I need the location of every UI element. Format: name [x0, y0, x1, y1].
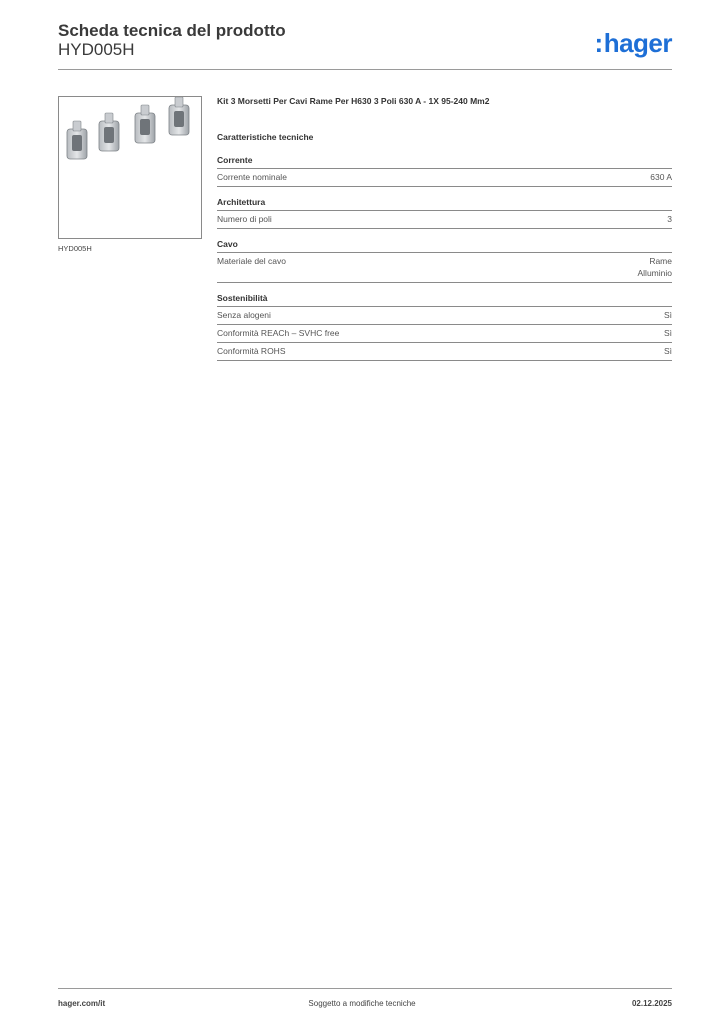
product-code: HYD005H: [58, 40, 135, 59]
page-title: Scheda tecnica del prodotto: [58, 21, 286, 40]
spec-group-cavo: [217, 239, 672, 283]
spec-value: [638, 255, 673, 279]
spec-row: [217, 169, 672, 187]
logo-text: hager: [603, 28, 672, 58]
spec-value: [664, 345, 672, 357]
spec-label: Numero di poli: [217, 214, 272, 224]
spec-group-corrente: [217, 155, 672, 187]
specs-section-title: Caratteristiche tecniche: [217, 132, 314, 142]
spec-row: [217, 325, 672, 343]
clamp-2: [99, 113, 119, 151]
product-image: [58, 96, 202, 239]
product-image-caption: HYD005H: [58, 244, 92, 253]
footer-date: 02.12.2025: [631, 999, 672, 1008]
specs-panel: [217, 96, 672, 371]
spec-value-line: Sì: [663, 310, 672, 320]
spec-value-line: Rame: [649, 256, 672, 266]
spec-value: [664, 327, 672, 339]
header-divider: [58, 69, 672, 70]
footer-divider: [58, 988, 672, 989]
spec-value-line: 3: [667, 214, 672, 224]
clamp-3: [135, 105, 155, 143]
spec-value: [667, 213, 672, 225]
spec-value-line: Alluminio: [637, 268, 672, 278]
clamp-1: [67, 121, 87, 159]
spec-value-line: Sì: [663, 346, 672, 356]
spec-group-title: Corrente: [217, 155, 672, 169]
spec-value: [650, 171, 672, 183]
spec-row: [217, 211, 672, 229]
footer-note: Soggetto a modifiche tecniche: [308, 999, 416, 1008]
spec-value-line: Sì: [663, 328, 672, 338]
footer-website-link[interactable]: hager.com/it: [58, 999, 106, 1008]
spec-value-line: 630 A: [650, 172, 672, 182]
spec-value: [664, 309, 672, 321]
spec-row: [217, 253, 672, 283]
spec-group-sostenibilita: [217, 293, 672, 361]
spec-group-title: Sostenibilità: [217, 293, 672, 307]
spec-label: Senza alogeni: [217, 310, 271, 320]
spec-label: Conformità ROHS: [217, 346, 286, 356]
spec-label: Conformità REACh – SVHC free: [217, 328, 340, 338]
spec-row: [217, 307, 672, 325]
clamp-4: [169, 97, 189, 135]
terminal-clamps-illustration: [59, 97, 201, 238]
logo-colon-icon: :: [594, 28, 603, 58]
product-description: Kit 3 Morsetti Per Cavi Rame Per H630 3 Poli 630 A - 1X 95-240 Mm2: [217, 96, 490, 106]
spec-group-title: Architettura: [217, 197, 672, 211]
spec-group-architettura: [217, 197, 672, 229]
spec-label: Corrente nominale: [217, 172, 287, 182]
spec-group-title: Cavo: [217, 239, 672, 253]
spec-label: Materiale del cavo: [217, 256, 286, 266]
spec-row: [217, 343, 672, 361]
hager-logo: [595, 28, 672, 59]
